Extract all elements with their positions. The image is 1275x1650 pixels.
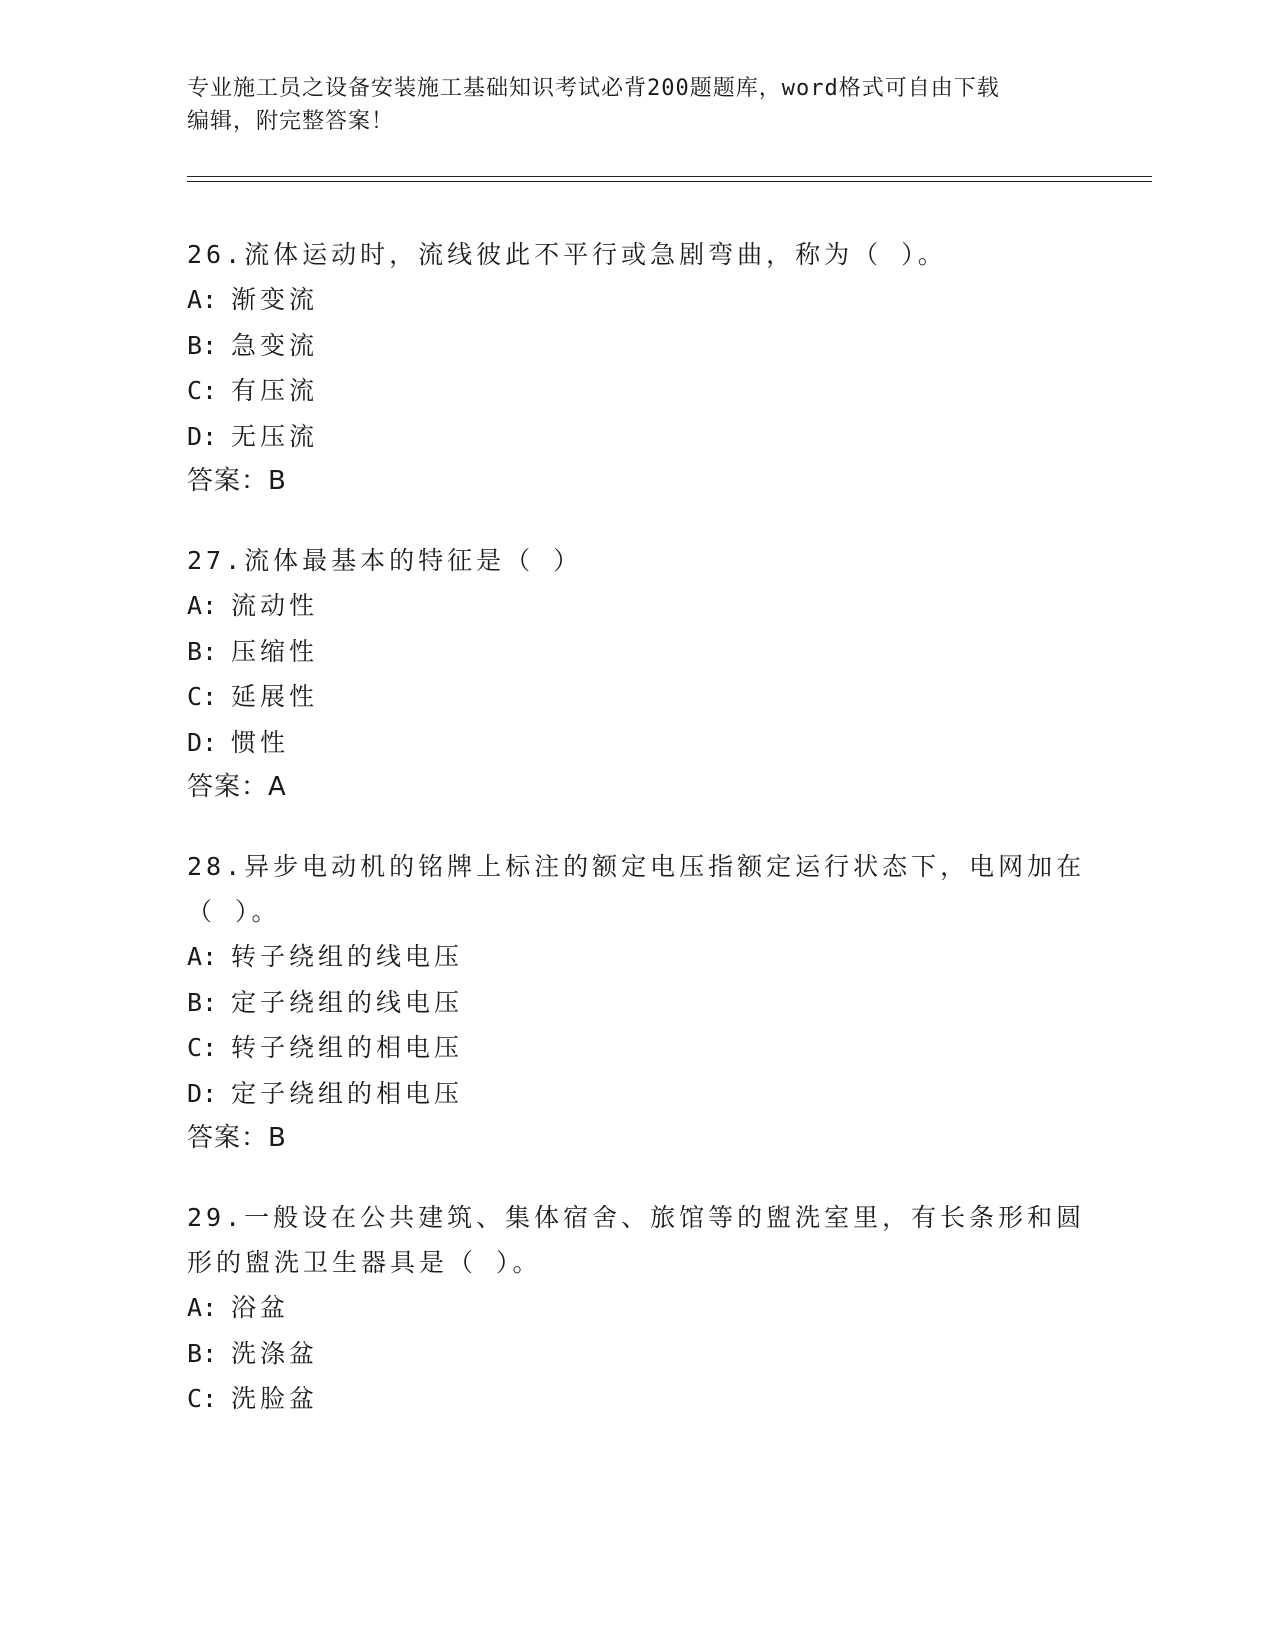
option-d	[187, 720, 1087, 766]
option-text: 延展性	[231, 682, 319, 711]
option-letter: C:	[187, 1384, 218, 1413]
option-text: 洗涤盆	[231, 1338, 319, 1368]
option-text: 定子绕组的相电压	[231, 1078, 464, 1108]
document-header	[187, 72, 1067, 138]
option-letter: C:	[187, 682, 218, 711]
option-text: 流动性	[231, 591, 319, 620]
question-text-continued: 形的盥洗卫生器具是（ ）。	[187, 1248, 542, 1277]
option-letter: D:	[187, 421, 218, 451]
option-d	[187, 1071, 1087, 1117]
option-b	[187, 629, 1087, 675]
option-letter: B:	[187, 1338, 218, 1368]
option-text: 转子绕组的线电压	[231, 942, 464, 971]
option-text: 无压流	[231, 421, 319, 451]
option-c	[187, 1376, 1087, 1422]
option-b	[187, 323, 1087, 369]
option-text: 急变流	[231, 330, 319, 360]
option-letter: A:	[187, 285, 218, 314]
question-text: 29.一般设在公共建筑、集体宿舍、旅馆等的盥洗室里，有长条形和圆	[187, 1203, 1086, 1232]
option-c	[187, 368, 1087, 414]
option-a	[187, 277, 1087, 323]
answer-line: 答案：B	[187, 466, 287, 496]
answer-line: 答案：B	[187, 1123, 287, 1153]
question-28	[187, 844, 1087, 1161]
question-text: 26.流体运动时，流线彼此不平行或急剧弯曲，称为（ ）。	[187, 240, 947, 269]
option-letter: C:	[187, 1033, 218, 1062]
option-text: 浴盆	[231, 1293, 290, 1322]
option-text: 洗脸盆	[231, 1384, 319, 1413]
option-a	[187, 1285, 1087, 1331]
option-letter: B:	[187, 330, 218, 360]
option-text: 转子绕组的相电压	[231, 1033, 464, 1062]
option-text: 压缩性	[231, 636, 319, 666]
option-c	[187, 1025, 1087, 1071]
option-a	[187, 583, 1087, 629]
option-letter: D:	[187, 1078, 218, 1108]
option-a	[187, 934, 1087, 980]
option-text: 有压流	[231, 376, 319, 405]
question-text: 28.异步电动机的铭牌上标注的额定电压指额定运行状态下，电网加在	[187, 852, 1086, 881]
question-26	[187, 232, 1087, 504]
option-b	[187, 980, 1087, 1026]
option-letter: D:	[187, 727, 218, 757]
option-letter: A:	[187, 942, 218, 971]
question-text: 27.流体最基本的特征是（ ）	[187, 546, 583, 575]
option-letter: A:	[187, 591, 218, 620]
option-b	[187, 1331, 1087, 1377]
question-text-continued: （ ）。	[187, 897, 281, 926]
question-27	[187, 538, 1087, 810]
header-divider-top	[187, 176, 1152, 177]
question-29	[187, 1195, 1087, 1422]
option-text: 定子绕组的线电压	[231, 987, 464, 1017]
answer-line: 答案：A	[187, 772, 287, 802]
question-list	[187, 232, 1087, 1456]
header-line-2: 编辑，附完整答案！	[187, 109, 395, 134]
option-letter: A:	[187, 1293, 218, 1322]
header-divider-bottom	[187, 181, 1152, 182]
option-letter: B:	[187, 987, 218, 1017]
option-text: 惯性	[231, 727, 290, 757]
header-line-1: 专业施工员之设备安装施工基础知识考试必背200题题库，word格式可自由下载	[187, 76, 1000, 101]
option-c	[187, 674, 1087, 720]
option-d	[187, 414, 1087, 460]
option-letter: C:	[187, 376, 218, 405]
option-letter: B:	[187, 636, 218, 666]
option-text: 渐变流	[231, 285, 319, 314]
